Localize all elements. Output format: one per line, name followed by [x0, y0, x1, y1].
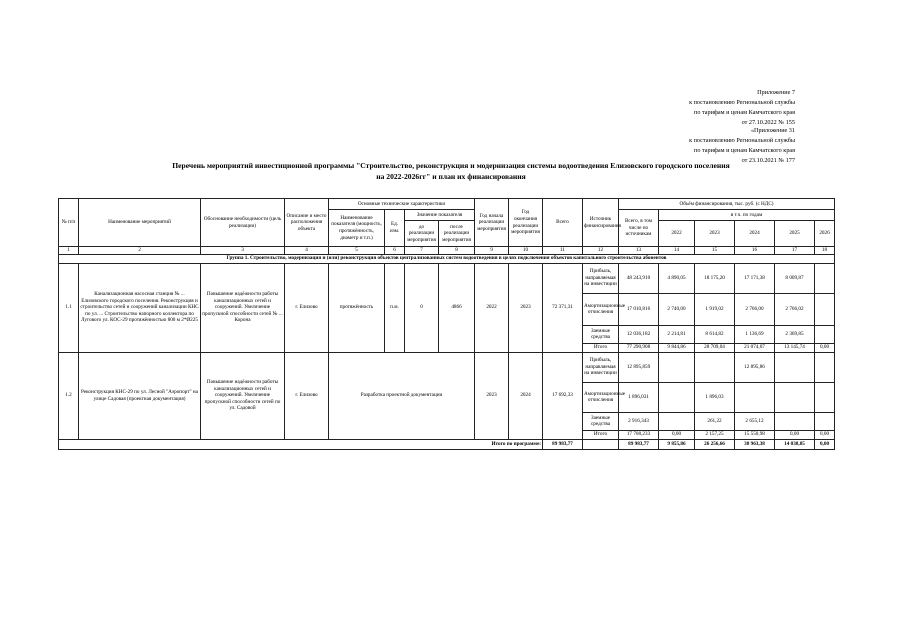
row-name: Реконструкция КНС-29 по ул. Лесной "Аэропорт" на улице Садовая (проектная документация) [79, 352, 201, 439]
fin-year-value [815, 293, 835, 325]
fin-year-value: 12 895,86 [735, 352, 775, 382]
fin-total: 12 895,859 [619, 352, 659, 382]
row-justification: Повышение надёжности работы канализационных сетей и сооружений. Увеличение пропускной способности сетей по ул. Садовой [201, 352, 285, 439]
fin-year-value: 2 157,25 [695, 430, 735, 439]
header-year: 2025 [775, 221, 815, 247]
col-number: 15 [695, 247, 735, 255]
fin-year-value [815, 382, 835, 412]
header-year: 2024 [735, 221, 775, 247]
col-number: 12 [583, 247, 619, 255]
col-number: 1 [59, 247, 79, 255]
fin-year-value: 2 369,85 [775, 325, 815, 343]
row-param-name: Разработка проектной документации [329, 352, 475, 439]
fin-year-value: 261,22 [695, 412, 735, 430]
header-year: 2026 [815, 221, 835, 247]
fin-year-value: 4 890,05 [659, 263, 695, 293]
col-number: 6 [385, 247, 405, 255]
col-number: 18 [815, 247, 835, 255]
fin-year-value [815, 352, 835, 382]
fin-source: Прибыль, направляемая на инвестиции [583, 352, 619, 382]
col-number: 5 [329, 247, 385, 255]
fin-year-value: 13 145,74 [775, 343, 815, 352]
totals-year-value: 0,00 [815, 439, 835, 449]
fin-year-value: 0,00 [659, 430, 695, 439]
col-number: 10 [509, 247, 543, 255]
header-justification: Обоснование необходимости (цель реализации) [201, 199, 285, 247]
header-unit: Ед. изм. [385, 210, 405, 247]
fin-year-value: 2 740,00 [659, 293, 695, 325]
fin-total: 17 708,233 [619, 430, 659, 439]
annex-line: от 23.10.2021 № 177 [741, 157, 795, 164]
fin-year-value [659, 382, 695, 412]
totals-empty [583, 439, 619, 449]
fin-year-value: 28 709,04 [695, 343, 735, 352]
fin-year-value [659, 352, 695, 382]
fin-source: Заемные средства [583, 325, 619, 343]
header-tech-params: Основные технические характеристики [329, 199, 475, 210]
column-number-row [59, 247, 835, 255]
col-number: 16 [735, 247, 775, 255]
header-fin-incl: в т.ч. по годам [659, 210, 835, 221]
fin-year-value: 0,00 [815, 430, 835, 439]
document-title [60, 160, 842, 182]
fin-year-value [695, 352, 735, 382]
header-year-start: Год начала реализации мероприятия [475, 199, 509, 247]
fin-year-value: 9 844,86 [659, 343, 695, 352]
annex-line: по тарифам и ценам Камчатского края [694, 147, 795, 154]
col-number: 13 [619, 247, 659, 255]
header-num: № п/п [59, 199, 79, 247]
table-row [59, 352, 835, 382]
row-year-start: 2022 [475, 263, 509, 352]
header-value-group: Значение показателя [405, 210, 475, 221]
totals-row [59, 439, 835, 449]
header-year: 2022 [659, 221, 695, 247]
fin-source: Амортизационные отчисления [583, 382, 619, 412]
header-total: Всего [543, 199, 583, 247]
totals-fin-total: 89 983,77 [619, 439, 659, 449]
fin-year-value [815, 325, 835, 343]
fin-year-value [815, 263, 835, 293]
row-year-end: 2024 [509, 352, 543, 439]
row-name: Канализационная насосная станция № ... Елизовского городского поселения. Реконструкция и строительство сетей и сооружений канализации КНС по ул. ... Строительство напорного коллектора по Лугового ул. КОС-29 протяжённостью 800 м 2*Ø225 [79, 263, 201, 352]
fin-year-value: 2 766,02 [775, 293, 815, 325]
fin-year-value: 0,00 [775, 430, 815, 439]
fin-year-value: 18 175,20 [695, 263, 735, 293]
fin-year-value [659, 412, 695, 430]
header-row-1 [59, 199, 835, 210]
fin-year-value: 1 896,03 [695, 382, 735, 412]
fin-total: 2 916,343 [619, 412, 659, 430]
row-after: 4866 [439, 263, 475, 352]
header-name: Наименование мероприятий [79, 199, 201, 247]
col-number: 8 [439, 247, 475, 255]
col-number: 9 [475, 247, 509, 255]
row-location: г. Елизово [285, 263, 329, 352]
fin-total: 17 010,816 [619, 293, 659, 325]
row-year-end: 2023 [509, 263, 543, 352]
header-value-before: до реализации мероприятия [405, 221, 439, 247]
annex-line: от 27.10.2022 № 155 [741, 119, 795, 126]
fin-source: Прибыль, направляемая на инвестиции [583, 263, 619, 293]
header-year: 2023 [695, 221, 735, 247]
header-value-after: после реализации мероприятия [439, 221, 475, 247]
fin-year-value: 8 614,82 [695, 325, 735, 343]
fin-year-value: 1 919,02 [695, 293, 735, 325]
totals-total: 89 983,77 [543, 439, 583, 449]
annex-line: Приложение 7 [757, 89, 795, 96]
totals-year-value: 9 855,86 [659, 439, 695, 449]
group-1-label: Группа 1. Строительство, модернизация и (или) реконструкция объектов централизованных систем водоотведения в целях подключения объектов капитального строительства абонентов [59, 254, 835, 263]
row-unit: п.м. [385, 263, 405, 352]
header-param-name: Наименование показателя (мощность, протяжённость, диаметр и т.п.) [329, 210, 385, 247]
row-before: 0 [405, 263, 439, 352]
col-number: 11 [543, 247, 583, 255]
annex-line: к постановлению Региональной службы [689, 137, 795, 144]
totals-year-value: 38 963,38 [735, 439, 775, 449]
title-line-2: на 2022-2026гг" и план их финансирования [376, 172, 526, 181]
row-year-start: 2023 [475, 352, 509, 439]
header-year-end: Год окончания реализации мероприятия [509, 199, 543, 247]
header-location: Описание и место расположения объекта [285, 199, 329, 247]
fin-year-value [735, 382, 775, 412]
row-location: г. Елизово [285, 352, 329, 439]
row-num: 1.2 [59, 352, 79, 439]
group-row [59, 254, 835, 263]
fin-year-value: 0,00 [815, 343, 835, 352]
fin-year-value: 1 136,69 [735, 325, 775, 343]
fin-year-value: 17 171,38 [735, 263, 775, 293]
annex-line: по тарифам и ценам Камчатского края [694, 109, 795, 116]
fin-year-value: 2 766,00 [735, 293, 775, 325]
annex-line: «Приложение 31 [750, 127, 795, 134]
annex-note-current [689, 88, 795, 128]
header-fin-source: Источник финансирования [583, 199, 619, 247]
fin-year-value: 21 074,07 [735, 343, 775, 352]
col-number: 17 [775, 247, 815, 255]
col-number: 7 [405, 247, 439, 255]
row-total: 17 692,33 [543, 352, 583, 439]
totals-year-value: 14 038,85 [775, 439, 815, 449]
fin-total: 1 896,031 [619, 382, 659, 412]
header-fin-group: Объём финансирования, тыс. руб. (с НДС) [619, 199, 835, 210]
fin-year-value [775, 412, 815, 430]
fin-total: 77 290,908 [619, 343, 659, 352]
title-line-1: Перечень мероприятий инвестиционной программы "Строительство, реконструкция и модернизация системы водоотведения Елизовского городского поселения [172, 161, 730, 170]
row-param-name: протяжённость [329, 263, 385, 352]
fin-year-value: 2 655,12 [735, 412, 775, 430]
row-total: 72 371,31 [543, 263, 583, 352]
fin-year-value: 2 214,81 [659, 325, 695, 343]
row-justification: Повышение надёжности работы канализационных сетей и сооружений. Увеличение пропускной способности сетей № ... Корона [201, 263, 285, 352]
fin-total: 48 243,910 [619, 263, 659, 293]
fin-year-value [775, 382, 815, 412]
col-number: 14 [659, 247, 695, 255]
totals-label: Итого по программе: [59, 439, 543, 449]
fin-source: Заемные средства [583, 412, 619, 430]
fin-source: Итого [583, 430, 619, 439]
col-number: 3 [201, 247, 285, 255]
totals-year-value: 26 256,66 [695, 439, 735, 449]
table-row [59, 263, 835, 293]
annex-line: к постановлению Региональной службы [689, 99, 795, 106]
header-fin-funded: Всего, в том числе по источникам [619, 210, 659, 247]
fin-year-value: 8 009,87 [775, 263, 815, 293]
fin-year-value: 15 550,98 [735, 430, 775, 439]
investment-table [58, 198, 835, 450]
col-number: 4 [285, 247, 329, 255]
fin-year-value [775, 352, 815, 382]
row-num: 1.1 [59, 263, 79, 352]
fin-source: Амортизационные отчисления [583, 293, 619, 325]
fin-year-value [815, 412, 835, 430]
col-number: 2 [79, 247, 201, 255]
fin-total: 12 036,182 [619, 325, 659, 343]
fin-source: Итого [583, 343, 619, 352]
